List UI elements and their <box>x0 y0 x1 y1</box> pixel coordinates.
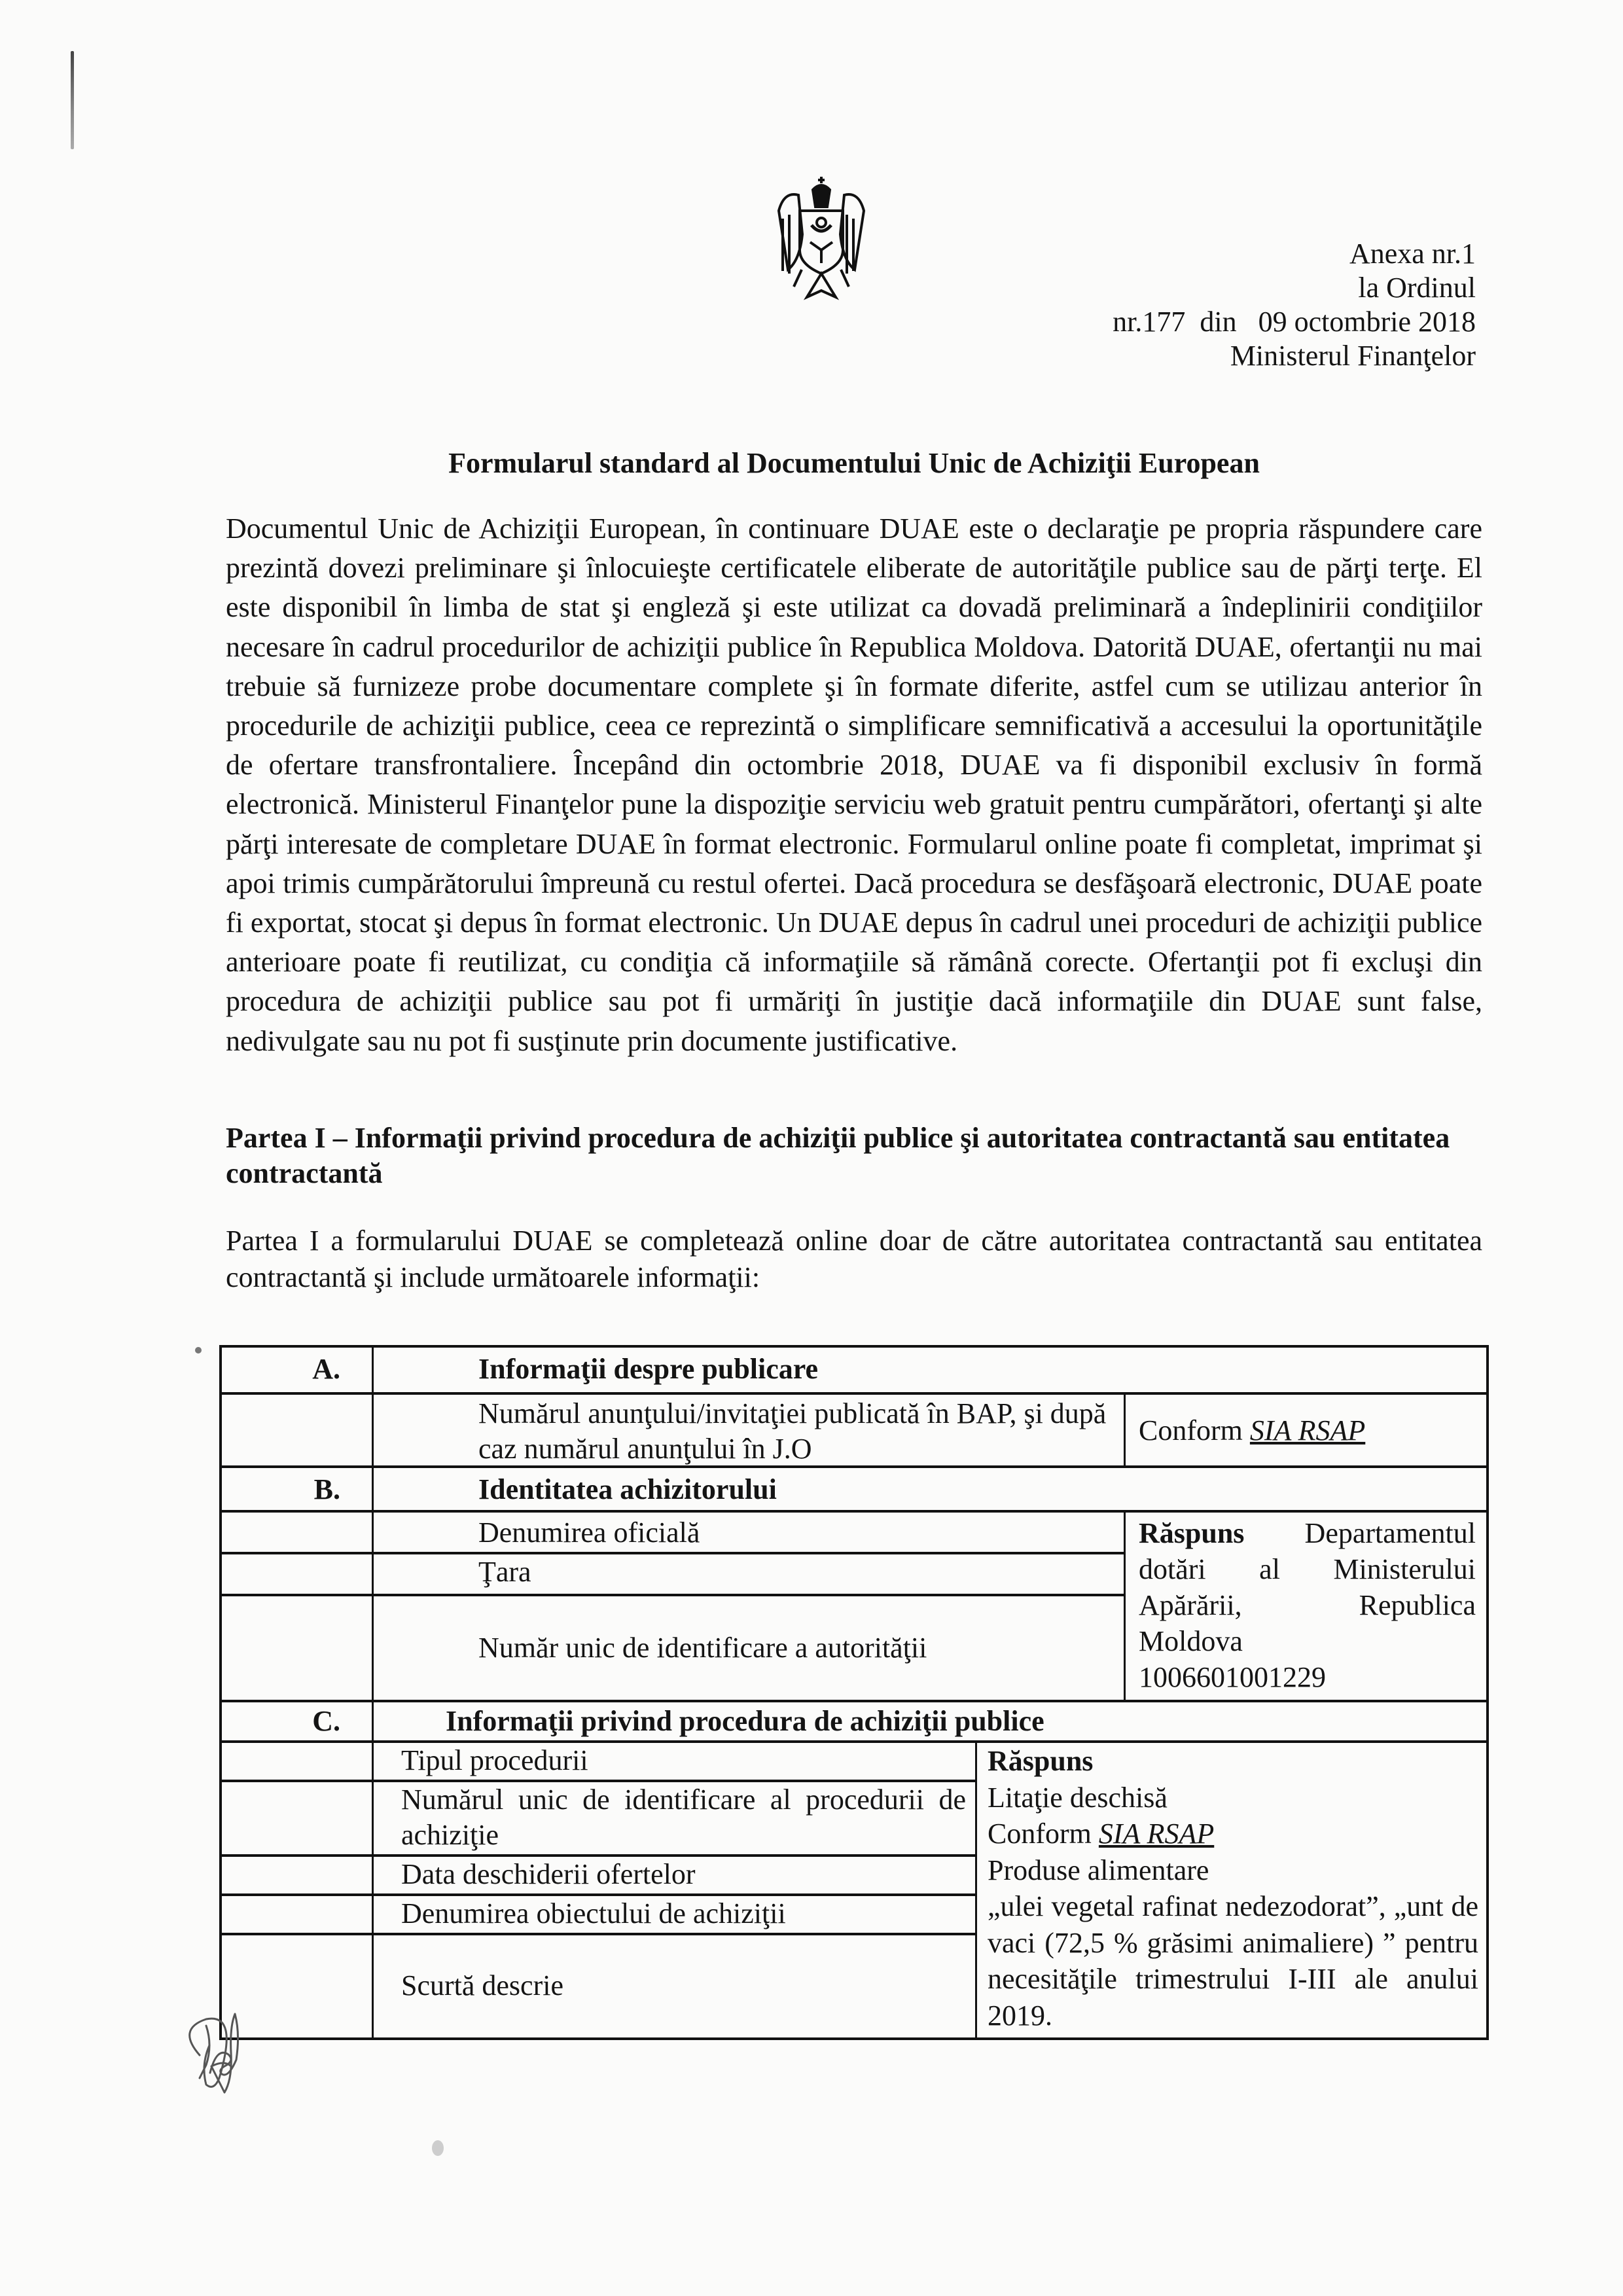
scan-smudge <box>432 2140 444 2156</box>
row-label: Data deschiderii ofertelor <box>401 1858 696 1890</box>
answer-prefix: Conform <box>988 1818 1099 1850</box>
section-b-row <box>222 1513 1124 1552</box>
section-c-row <box>222 1743 975 1780</box>
section-c-row <box>222 1854 975 1893</box>
empty-letter-cell <box>222 1554 374 1594</box>
section-c-row <box>222 1780 975 1854</box>
section-title: Identitatea achizitorului <box>478 1473 777 1505</box>
document-title: Formularul standard al Documentului Unic de Achiziţii European <box>448 447 1260 479</box>
section-c-row <box>222 1933 975 2037</box>
section-c-body <box>222 1740 1486 2037</box>
row-label: Scurtă descrie <box>401 1969 563 2001</box>
duae-part1-table <box>219 1345 1489 2040</box>
row-label: Numărul unic de identificare al procedurii de achiziţie <box>401 1784 966 1851</box>
annex-number: Anexa nr.1 <box>1349 238 1476 270</box>
empty-letter-cell <box>222 1857 374 1893</box>
section-b-answer <box>1124 1513 1486 1700</box>
section-b-row <box>222 1552 1124 1594</box>
row-label: Numărul anunţului/invitaţiei publicată în BAP, şi după caz numărul anunţului în J.O <box>478 1397 1107 1465</box>
empty-letter-cell <box>222 1596 374 1700</box>
empty-letter-cell <box>222 1782 374 1854</box>
procedure-id <box>988 1816 1478 1852</box>
section-a-header <box>222 1348 1486 1392</box>
section-letter: A. <box>222 1348 374 1392</box>
row-label: Ţara <box>478 1556 531 1588</box>
empty-letter-cell <box>222 1513 374 1552</box>
section-title: Informaţii privind procedura de achiziţii publice <box>446 1705 1044 1737</box>
section-b-body <box>222 1510 1486 1700</box>
empty-letter-cell <box>222 1896 374 1933</box>
row-label: Denumirea oficială <box>478 1516 700 1549</box>
scan-artifact-line <box>71 51 74 149</box>
sia-rsap-link[interactable]: SIA RSAP <box>1098 1818 1215 1850</box>
section-title: Informaţii despre publicare <box>478 1353 819 1385</box>
order-label: la Ordinul <box>1358 272 1476 304</box>
buyer-name: Departamentul dotări al Ministerului Apărării, Republica Moldova <box>1139 1517 1476 1657</box>
answer-prefix: Conform <box>1139 1414 1250 1446</box>
part1-heading: Partea I – Informaţii privind procedura de achiziţii publice şi autoritatea contractantă sau entitatea contractantă <box>226 1122 1450 1189</box>
section-b-row <box>222 1594 1124 1700</box>
buyer-id: 1006601001229 <box>1139 1661 1326 1693</box>
row-answer <box>1124 1395 1486 1465</box>
coat-of-arms-icon <box>772 171 870 302</box>
annex-reference <box>1113 237 1476 373</box>
row-label: Număr unic de identificare a autorităţii <box>478 1632 927 1664</box>
section-a-row <box>222 1392 1486 1465</box>
section-letter: B. <box>222 1468 374 1510</box>
procurement-object: Produse alimentare <box>988 1854 1209 1886</box>
answer-heading: Răspuns <box>988 1745 1094 1777</box>
section-c-header <box>222 1700 1486 1740</box>
section-c-row <box>222 1893 975 1933</box>
section-c-answer <box>975 1743 1486 2037</box>
margin-mark <box>195 1347 202 1354</box>
row-label: Tipul procedurii <box>401 1744 588 1776</box>
procedure-type: Litaţie deschisă <box>988 1781 1168 1814</box>
part1-intro: Partea I a formularului DUAE se completează online doar de către autoritatea contractantă sau entitatea contractantă şi include următoarele informaţii: <box>226 1225 1482 1293</box>
section-letter: C. <box>222 1702 374 1740</box>
intro-paragraph: Documentul Unic de Achiziţii European, în continuare DUAE este o declaraţie pe propria răspundere care prezintă dovezi preliminare şi înlocuieşte certificatele eliberate de autorităţile publice sau de părţi terţe. El este disponibil în limba de stat şi engleză şi este utilizat ca dovadă preliminară a îndeplinirii condiţiilor necesare în cadrul procedurilor de achiziţii publice în Republica Moldova. Datorită DUAE, ofertanţii nu mai trebuie să furnizeze probe documentare complete şi în formate diferite, astfel cum se utilizau anterior în procedurile de achiziţii publice, ceea ce reprezintă o simplificare semnificativă a accesului la oportunităţile de ofertare transfrontaliere. Începând din octombrie 2018, DUAE va fi disponibil exclusiv în formă electronică. Ministerul Finanţelor pune la dispoziţie serviciu web gratuit pentru cumpărători, ofertanţi şi alte părţi interesate de completare DUAE în format electronic. Formularul online poate fi completat, imprimat şi apoi trimis cumpărătorului împreună cu restul ofertei. Dacă procedura se desfăşoară electronic, DUAE poate fi exportat, stocat şi depus în format electronic. Un DUAE depus în cadrul unei proceduri de achiziţii publice anterioare poate fi reutilizat, cu condiţia că informaţiile să rămână corecte. Ofertanţii pot fi excluşi din procedura de achiziţii publice sau pot fi urmăriţi în justiţie dacă informaţiile din DUAE sunt false, nedivulgate sau nu pot fi susţinute prin documente justificative. <box>226 512 1482 1057</box>
short-description: „ulei vegetal rafinat nedezodorat”, „unt de vaci (72,5 % grăsimi animaliere) ” pentru necesităţile trimestrului I-III ale anului 2019. <box>988 1890 1478 2032</box>
answer-label: Răspuns <box>1139 1517 1245 1549</box>
sia-rsap-link[interactable]: SIA RSAP <box>1249 1414 1366 1446</box>
empty-letter-cell <box>222 1395 374 1465</box>
signature-icon <box>167 2000 272 2111</box>
empty-letter-cell <box>222 1743 374 1780</box>
order-number-date: nr.177 din 09 octombrie 2018 <box>1113 306 1476 338</box>
row-label: Denumirea obiectului de achiziţii <box>401 1897 786 1929</box>
ministry-name: Ministerul Finanţelor <box>1230 340 1476 372</box>
section-b-header <box>222 1465 1486 1510</box>
